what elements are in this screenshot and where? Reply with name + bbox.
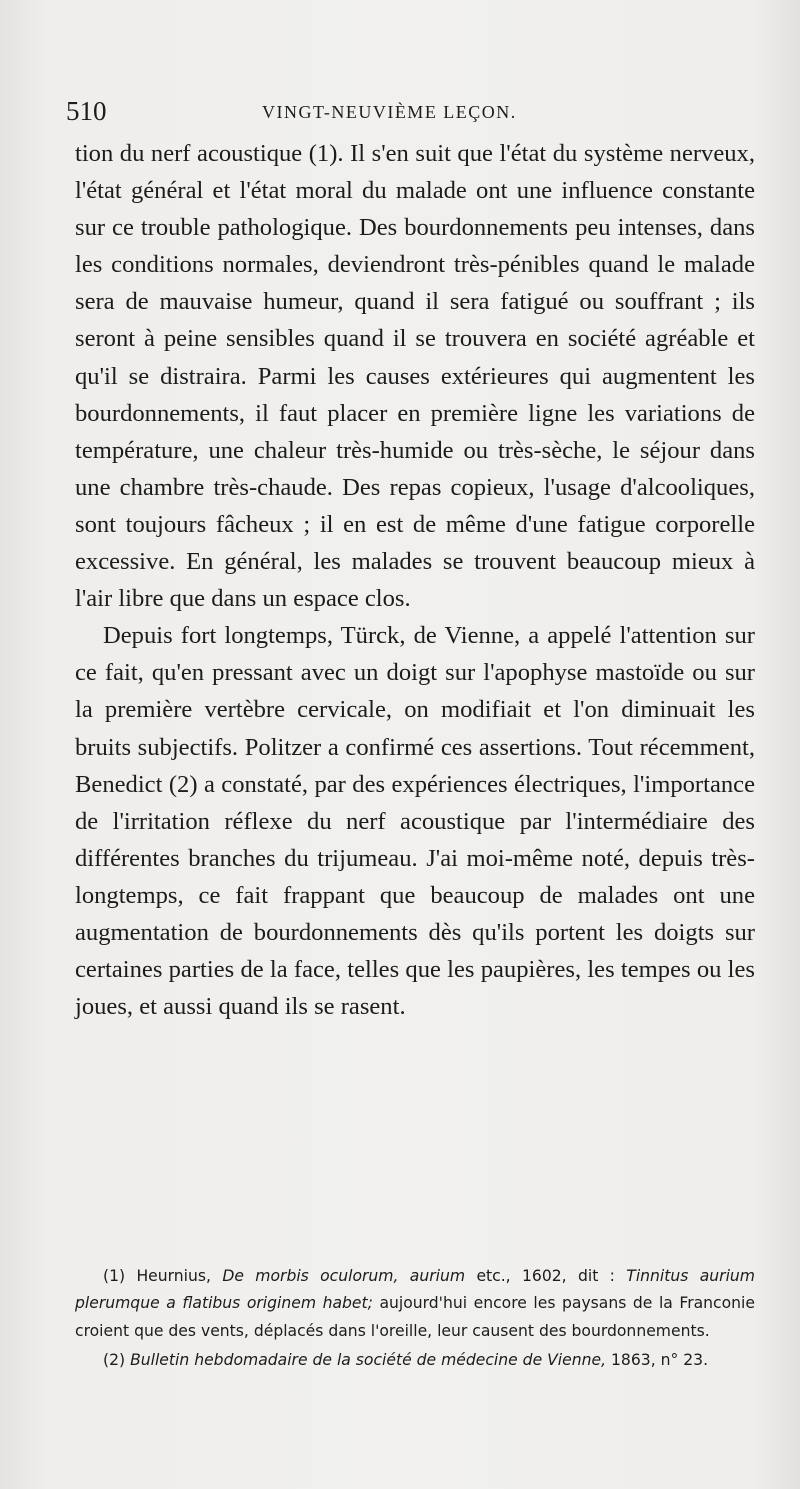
paragraph-continuation: tion du nerf acoustique (1). Il s'en suit que l'état du système nerveux, l'état général et l'état moral du malade ont une influence constante sur ce trouble pathologique. Des bourdonnements peu intenses, dans les conditions normales, deviendront très-pénibles quand le malade sera de mauvaise humeur, quand il sera fatigué ou souffrant ; ils seront à peine sensibles quand il se trouvera en société agréable et qu'il se distraira. Parmi les causes extérieures qui augmentent les bourdonnements, il faut placer en première ligne les variations de température, une chaleur très-humide ou très-sèche, le séjour dans une chambre très-chaude. Des repas copieux, l'usage d'alcooliques, sont toujours fâcheux ; il en est de même d'une fatigue corporelle excessive. En général, les malades se trouvent beaucoup mieux à l'air libre que dans un espace clos. (75, 140, 755, 613)
footnote-2 (75, 1347, 755, 1374)
footnote-title: De morbis oculorum, aurium (222, 1267, 466, 1285)
page-header (66, 96, 746, 130)
footnote-quote: Tinnitus aurium plerumque a flatibus originem habet; (75, 1267, 755, 1313)
footnote-text: etc., 1602, dit : (476, 1267, 615, 1285)
footnote-text: 1863, n° 23. (611, 1351, 709, 1370)
footnotes (75, 1263, 755, 1375)
footnote-mark: (1) (103, 1267, 126, 1285)
footnote-author: Heurnius, (136, 1267, 211, 1285)
running-title: VINGT-NEUVIÈME LEÇON. (262, 102, 517, 122)
footnote-mark: (2) (103, 1351, 126, 1370)
paragraph: Depuis fort longtemps, Türck, de Vienne, a appelé l'attention sur ce fait, qu'en pressant avec un doigt sur l'apophyse mastoïde ou sur la première vertèbre cervicale, on modifiait et l'on diminuait les bruits subjectifs. Politzer a confirmé ces assertions. Tout récemment, Benedict (2) a constaté, par des expériences électriques, l'importance de l'irritation réflexe du nerf acoustique par l'intermédiaire des différentes branches du trijumeau. J'ai moi-même noté, depuis très-longtemps, ce fait frappant que beaucoup de malades ont une augmentation de bourdonnements dès qu'ils portent les doigts sur certaines parties de la face, telles que les paupières, les tempes ou les joues, et aussi quand ils se rasent. (75, 622, 755, 1021)
footnote-title: Bulletin hebdomadaire de la société de médecine de Vienne, (130, 1351, 607, 1370)
footnote-1 (75, 1263, 755, 1345)
footnote-text: aujourd'hui encore les paysans de la Franconie croient que des vents, déplacés dans l'oreille, leur causent des bourdonnements. (75, 1294, 755, 1340)
body-text (75, 135, 755, 1025)
page-number: 510 (66, 96, 107, 126)
